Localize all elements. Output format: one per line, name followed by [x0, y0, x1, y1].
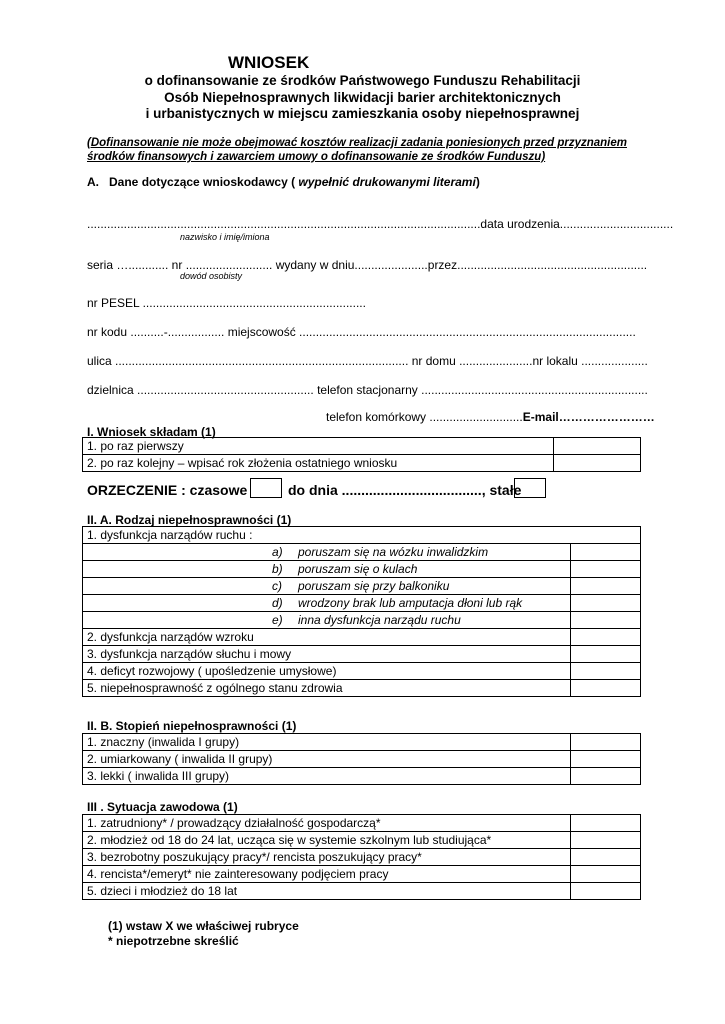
- checkbox-cell[interactable]: [571, 561, 641, 578]
- table-row: [83, 680, 641, 697]
- table-cell-label: 4. rencista*/emeryt* nie zainteresowany podjęciem pracy: [83, 866, 571, 883]
- subitem-letter: c): [272, 579, 282, 593]
- section-a-label: A.: [87, 175, 99, 189]
- subitem-text: poruszam się o kulach: [298, 562, 418, 576]
- subitem-letter: d): [272, 596, 283, 610]
- table-row: [83, 595, 641, 612]
- footnote-strike-out: * niepotrzebne skreślić: [108, 934, 239, 948]
- orzeczenie-label: ORZECZENIE : czasowe: [87, 482, 248, 498]
- checkbox-cell[interactable]: [571, 578, 641, 595]
- checkbox-cell[interactable]: [571, 734, 641, 751]
- checkbox-cell[interactable]: [571, 883, 641, 900]
- table-row: [83, 866, 641, 883]
- table-cell-label: 2. dysfunkcja narządów wzroku: [83, 629, 571, 646]
- table-cell-label: 2. po raz kolejny – wpisać rok złożenia ostatniego wniosku: [83, 455, 554, 472]
- temporary-checkbox[interactable]: [250, 478, 282, 498]
- subitem-letter: b): [272, 562, 283, 576]
- table-cell-label: 3. lekki ( inwalida III grupy): [83, 768, 571, 785]
- section-iib-title: II. B. Stopień niepełnosprawności (1): [87, 719, 297, 733]
- email-field[interactable]: ……………………: [558, 410, 655, 424]
- table-row: [83, 527, 641, 544]
- district-phone-field[interactable]: dzielnica ..................................................... telefon stacjonarny ....................................................................: [87, 383, 648, 397]
- id-caption: dowód osobisty: [180, 271, 243, 281]
- table-row: [83, 663, 641, 680]
- table-row: [83, 734, 641, 751]
- subitem-text: poruszam się na wózku inwalidzkim: [298, 545, 489, 559]
- table-cell-label: 3. dysfunkcja narządów słuchu i mowy: [83, 646, 571, 663]
- footnote-mark-x: (1) wstaw X we właściwej rubryce: [108, 919, 299, 933]
- form-subtitle-line3: i urbanistycznych w miejscu zamieszkania osoby niepełnosprawnej: [145, 106, 580, 121]
- name-birthdate-field[interactable]: ......................................................................................................................data urodzenia..................................: [87, 217, 674, 231]
- checkbox-cell[interactable]: [571, 629, 641, 646]
- checkbox-cell[interactable]: [571, 544, 641, 561]
- table-row: [83, 544, 641, 561]
- mobile-email-field[interactable]: [326, 410, 655, 424]
- table-cell-label: 2. umiarkowany ( inwalida II grupy): [83, 751, 571, 768]
- subitem-text: poruszam się przy balkoniku: [298, 579, 450, 593]
- checkbox-cell[interactable]: [571, 595, 641, 612]
- checkbox-cell[interactable]: [571, 849, 641, 866]
- form-title: WNIOSEK: [228, 53, 310, 72]
- section-iii-table: [82, 814, 641, 900]
- section-iib-table: [82, 733, 641, 785]
- table-row: [83, 883, 641, 900]
- table-row: [83, 629, 641, 646]
- checkbox-cell[interactable]: [571, 663, 641, 680]
- table-cell-label: 1. dysfunkcja narządów ruchu :: [83, 527, 641, 544]
- table-row: [83, 768, 641, 785]
- postal-code-city-field[interactable]: nr kodu ..........-................. miejscowość .....................................................................................................: [87, 325, 636, 339]
- checkbox-cell[interactable]: [571, 768, 641, 785]
- form-subtitle-line1: o dofinansowanie ze środków Państwowego Funduszu Rehabilitacji: [144, 73, 581, 88]
- section-iii-title: III . Sytuacja zawodowa (1): [87, 800, 238, 814]
- checkbox-cell[interactable]: [571, 866, 641, 883]
- permanent-checkbox[interactable]: [514, 478, 546, 498]
- table-row: [83, 612, 641, 629]
- checkbox-cell[interactable]: [571, 646, 641, 663]
- section-a-title-end: ): [475, 175, 480, 189]
- table-cell-subitem: [83, 561, 571, 578]
- table-row: [83, 646, 641, 663]
- checkbox-cell[interactable]: [571, 612, 641, 629]
- table-cell-subitem: [83, 612, 571, 629]
- section-a-title-italic: wypełnić drukowanymi literami: [298, 175, 476, 189]
- table-row: [83, 578, 641, 595]
- table-row: [83, 438, 641, 455]
- table-row: [83, 561, 641, 578]
- subitem-letter: e): [272, 613, 283, 627]
- id-document-field[interactable]: seria …............ nr .......................... wydany w dniu......................przez.........................................................: [87, 258, 648, 272]
- table-row: [83, 455, 641, 472]
- table-row: [83, 832, 641, 849]
- table-cell-label: 2. młodzież od 18 do 24 lat, ucząca się w systemie szkolnym lub studiująca*: [83, 832, 571, 849]
- subitem-text: wrodzony brak lub amputacja dłoni lub rąk: [298, 596, 523, 610]
- checkbox-cell[interactable]: [571, 751, 641, 768]
- pesel-field[interactable]: nr PESEL ...................................................................: [87, 296, 366, 310]
- subitem-text: inna dysfunkcja narządu ruchu: [298, 613, 461, 627]
- mobile-phone-field[interactable]: telefon komórkowy ............................: [326, 410, 523, 424]
- checkbox-cell[interactable]: [554, 455, 641, 472]
- table-cell-subitem: [83, 578, 571, 595]
- street-address-field[interactable]: ulica ........................................................................................ nr domu ......................nr lokalu ....................: [87, 354, 648, 368]
- table-cell-subitem: [83, 595, 571, 612]
- checkbox-cell[interactable]: [571, 815, 641, 832]
- table-cell-label: 1. znaczny (inwalida I grupy): [83, 734, 571, 751]
- section-i-title: I. Wniosek składam (1): [87, 425, 216, 439]
- table-cell-label: 5. niepełnosprawność z ogólnego stanu zdrowia: [83, 680, 571, 697]
- section-a-title: Dane dotyczące wnioskodawcy (: [109, 175, 296, 189]
- email-label: E-mail: [522, 410, 559, 424]
- table-cell-label: 1. zatrudniony* / prowadzący działalność gospodarczą*: [83, 815, 571, 832]
- checkbox-cell[interactable]: [554, 438, 641, 455]
- table-cell-subitem: [83, 544, 571, 561]
- table-row: [83, 849, 641, 866]
- table-cell-label: 4. deficyt rozwojowy ( upośledzenie umysłowe): [83, 663, 571, 680]
- table-row: [83, 751, 641, 768]
- name-caption: nazwisko i imię/imiona: [180, 232, 270, 242]
- checkbox-cell[interactable]: [571, 680, 641, 697]
- section-a-heading: [87, 175, 480, 189]
- section-iia-table: [82, 526, 641, 697]
- orzeczenie-middle: do dnia ...................................., stałe: [288, 482, 522, 498]
- table-row: [83, 815, 641, 832]
- checkbox-cell[interactable]: [571, 832, 641, 849]
- table-cell-label: 5. dzieci i młodzież do 18 lat: [83, 883, 571, 900]
- section-i-table: [82, 437, 641, 472]
- form-subtitle-line2: Osób Niepełnosprawnych likwidacji barier architektonicznych: [164, 90, 561, 105]
- subitem-letter: a): [272, 545, 283, 559]
- table-cell-label: 1. po raz pierwszy: [83, 438, 554, 455]
- funding-note: (Dofinansowanie nie może obejmować kosztów realizacji zadania poniesionych przed przyznaniem środków finansowych i zawarciem umowy o dofinansowanie ze środków Funduszu): [87, 137, 627, 163]
- table-cell-label: 3. bezrobotny poszukujący pracy*/ rencista poszukujący pracy*: [83, 849, 571, 866]
- section-iia-title: II. A. Rodzaj niepełnosprawności (1): [87, 513, 292, 527]
